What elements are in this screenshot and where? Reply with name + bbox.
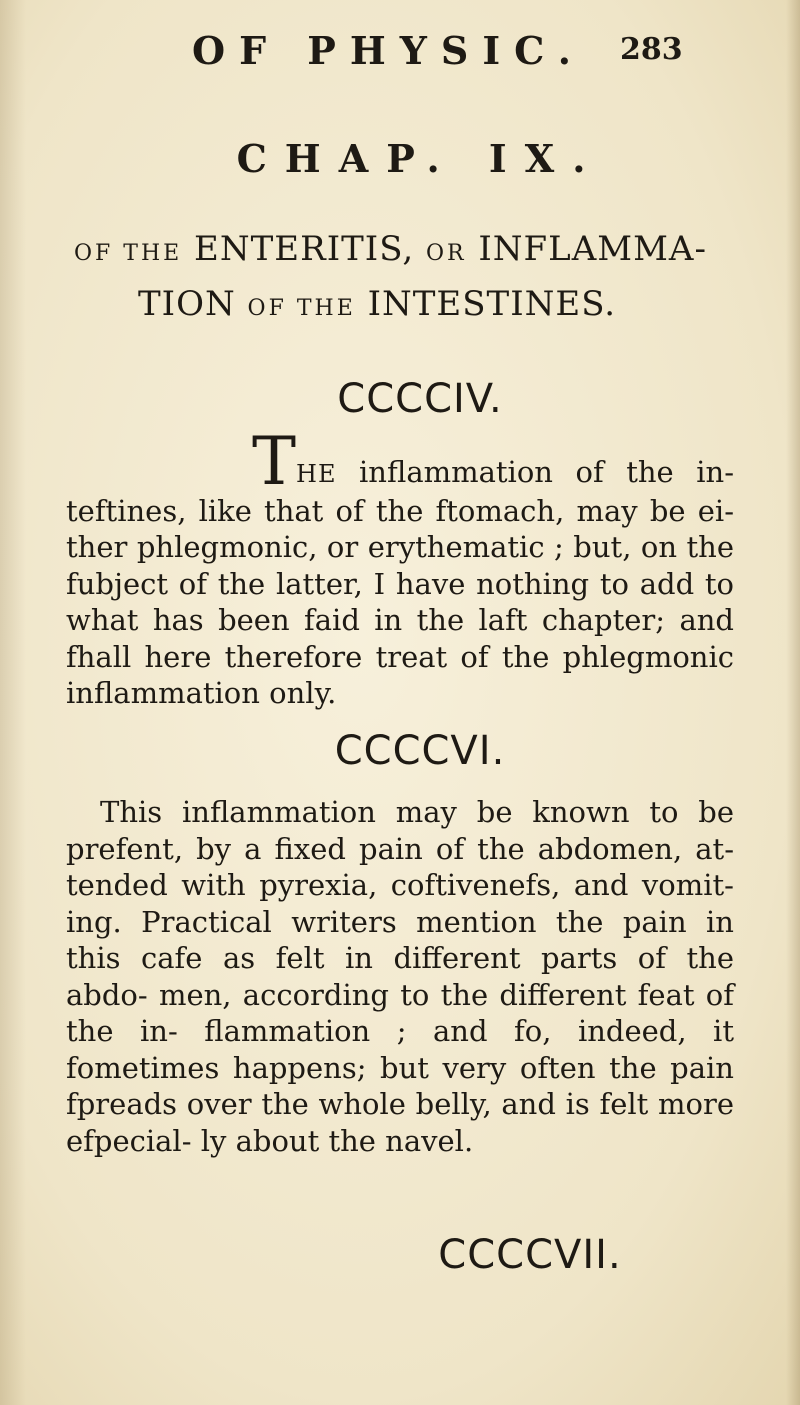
page-edge-shadow-left [0, 0, 26, 1405]
section-number-cccvii: CCCCVII. [438, 1232, 622, 1278]
small-caps-he: HE [296, 460, 337, 488]
section-number-ccciv: CCCCIV. [337, 376, 503, 422]
page-number: 283 [620, 32, 683, 67]
chapter-title-or: OR [425, 241, 467, 266]
section-number-cccvi: CCCCVI. [334, 728, 506, 774]
chapter-title [74, 224, 754, 334]
running-title: OF PHYSIC. [192, 28, 585, 73]
chapter-title-enteritis: ENTERITIS, [194, 229, 415, 269]
chapter-title-tion: TION [138, 284, 236, 324]
running-head [0, 28, 800, 88]
chapter-title-intestines: INTESTINES. [367, 284, 617, 324]
drop-cap: T [252, 423, 297, 500]
chapter-title-of-the-2: OF THE [247, 296, 356, 321]
paragraph-ccciv [66, 423, 734, 712]
paragraph-text: inflammation of the in- teftines, like that of the ftomach, may be ei- ther phlegmonic, or erythematic ; but, on the fubject of the latter, I have nothing to add to what has been faid in the laft chapter; and fhall here therefore treat of the phlegmonic inflammation only. [66, 455, 734, 710]
chapter-label: CHAP. IX. [236, 136, 604, 181]
paragraph-text: This inflammation may be known to be prefent, by a fixed pain of the abdomen, at- tended with pyrexia, coftivenefs, and vomit- ing. Practical writers mention the pain in this cafe as felt in different parts of the abdo- men, according to the different feat of the in- flammation ; and fo, indeed, it fometimes happens; but very often the pain fpreads over the whole belly, and is felt more efpecial- ly about the navel. [66, 795, 734, 1158]
chapter-title-inflamma: INFLAMMA- [478, 229, 707, 269]
page-edge-shadow-right [786, 0, 800, 1405]
chapter-title-of-the: OF THE [74, 241, 183, 266]
paragraph-cccvi [66, 794, 734, 1159]
